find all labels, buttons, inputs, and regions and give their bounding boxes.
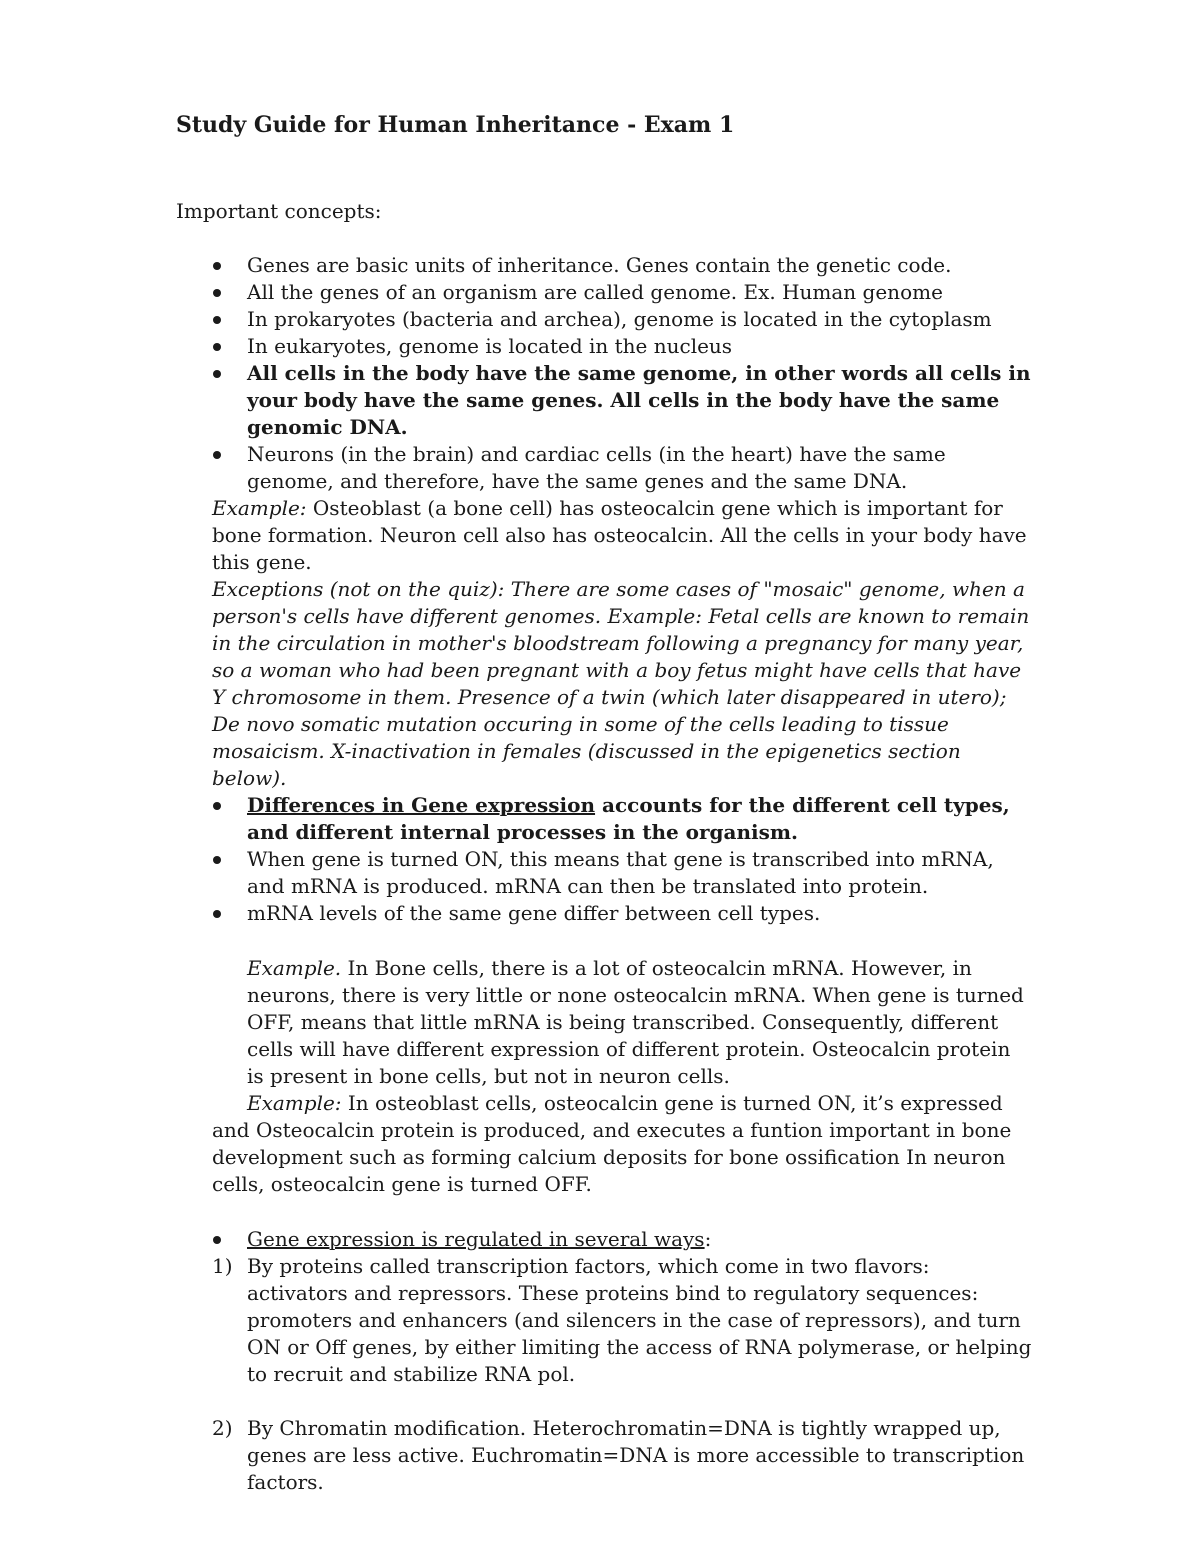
bullet-item-bold: All cells in the body have the same genome, in other words all cells in your body have the same genes. All cells in the body have the same genomic DNA. <box>176 360 1036 441</box>
underlined-term: Gene expression is regulated in several ways <box>247 1227 705 1251</box>
concepts-bullet-list <box>176 252 1036 495</box>
bullet-item: Neurons (in the brain) and cardiac cells (in the heart) have the same genome, and therefore, have the same genes and the same DNA. <box>176 441 1036 495</box>
bullet-text: accounts for the different cell types, and different internal processes in the organism. <box>247 793 1010 844</box>
exceptions-paragraph: Exceptions (not on the quiz): There are some cases of "mosaic" genome, when a person's cells have different genomes. Example: Fetal cells are known to remain in the circulation in mother's bloodstream following a pregnancy for many year, so a woman who had been pregnant with a boy fetus might have cells that have Y chromosome in them. Presence of a twin (which later disappeared in utero); De novo somatic mutation occuring in some of the cells leading to tissue mosaicism. X-inactivation in females (discussed in the epigenetics section below). <box>212 577 1030 790</box>
bullet-item-differences <box>176 792 1036 846</box>
numbered-item <box>212 1415 1032 1496</box>
numbered-item-1 <box>212 1253 1032 1388</box>
numbered-item-2 <box>212 1415 1032 1496</box>
example-text: Osteoblast (a bone cell) has osteocalcin gene which is important for bone formation. Neuron cell also has osteocalcin. All the cells in your body have this gene. <box>212 496 1027 574</box>
item-text: By proteins called transcription factors, which come in two flavors: activators and repressors. These proteins bind to regulatory sequences: promoters and enhancers (and silencers in the case of repressors), and turn ON or Off genes, by either limiting the access of RNA polymerase, or helping to recruit and stabilize RNA pol. <box>247 1254 1032 1386</box>
example-text: In osteoblast cells, osteocalcin gene is turned ON, it’s expressed and Osteocalcin protein is produced, and executes a funtion important in bone development such as forming calcium deposits for bone ossification In neuron cells, osteocalcin gene is turned OFF. <box>212 1091 1012 1196</box>
expression-bullet-list <box>176 792 1036 927</box>
bullet-item: Genes are basic units of inheritance. Genes contain the genetic code. <box>176 252 1036 279</box>
intro-heading: Important concepts: <box>176 199 382 223</box>
item-number: 2) <box>212 1416 233 1440</box>
underlined-term: Differences in Gene expression <box>247 793 596 817</box>
bullet-item: When gene is turned ON, this means that gene is transcribed into mRNA, and mRNA is produced. mRNA can then be translated into protein. <box>176 846 1036 900</box>
item-number: 1) <box>212 1254 233 1278</box>
bullet-item-regulated <box>176 1226 1036 1253</box>
example-paragraph-osteoblast-on <box>212 1090 1032 1198</box>
example-label: Example: <box>247 1091 342 1115</box>
bullet-item: In eukaryotes, genome is located in the nucleus <box>176 333 1036 360</box>
example-label: Example. <box>247 956 342 980</box>
bullet-item: In prokaryotes (bacteria and archea), genome is located in the cytoplasm <box>176 306 1036 333</box>
example-label: Example: <box>212 496 307 520</box>
numbered-item <box>212 1253 1032 1388</box>
bullet-colon: : <box>704 1227 712 1251</box>
example-paragraph-osteoblast <box>212 495 1032 576</box>
item-text: By Chromatin modification. Heterochromatin=DNA is tightly wrapped up, genes are less active. Euchromatin=DNA is more accessible to transcription factors. <box>247 1416 1025 1494</box>
document-title: Study Guide for Human Inheritance - Exam 1 <box>176 112 735 138</box>
example-paragraph-bone-cells <box>212 955 1032 1090</box>
bullet-item: mRNA levels of the same gene differ between cell types. <box>176 900 1036 927</box>
example-text: In Bone cells, there is a lot of osteocalcin mRNA. However, in neurons, there is very little or none osteocalcin mRNA. When gene is turned OFF, means that little mRNA is being transcribed. Consequently, different cells will have different expression of different protein. Osteocalcin protein is present in bone cells, but not in neuron cells. <box>247 956 1024 1088</box>
regulation-bullet-list <box>176 1226 1036 1253</box>
bullet-item: All the genes of an organism are called genome. Ex. Human genome <box>176 279 1036 306</box>
